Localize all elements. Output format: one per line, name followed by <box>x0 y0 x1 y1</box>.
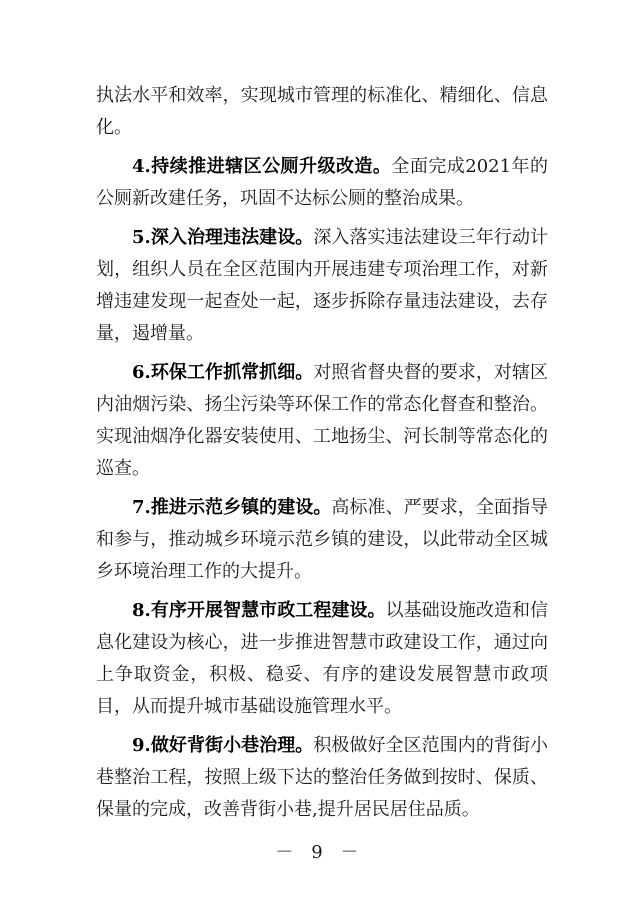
paragraph-text: 积极做好全区范围内的背街小巷整治工程，按照上级下达的整治任务做到按时、保质、保量的完成，改善背街小巷,提升居民居住品质。 <box>96 735 548 820</box>
paragraph-item-6 <box>96 357 548 485</box>
paragraph-continuation <box>96 80 548 144</box>
paragraph-text: 全面完成2021年的公厕新改建任务，巩固不达标公厕的整治成果。 <box>96 156 549 209</box>
paragraph-heading: 4.持续推进辖区公厕升级改造。 <box>132 156 392 177</box>
paragraph-heading: 5.深入治理违法建设。 <box>132 227 314 248</box>
paragraph-heading: 8.有序开展智慧市政工程建设。 <box>132 600 386 621</box>
paragraph-text: 以基础设施改造和信息化建设为核心，进一步推进智慧市政建设工作，通过向上争取资金，积极、稳妥、有序的建设发展智慧市政项目，从而提升城市基础设施管理水平。 <box>96 600 548 717</box>
paragraph-heading: 7.推进示范乡镇的建设。 <box>132 497 332 518</box>
paragraph-text: 对照省督央督的要求，对辖区内油烟污染、扬尘污染等环保工作的常态化督查和整治。实现油烟净化器安装使用、工地扬尘、河长制等常态化的巡查。 <box>96 362 548 479</box>
paragraph-text: 深入落实违法建设三年行动计划，组织人员在全区范围内开展违建专项治理工作，对新增违建发现一起查处一起，逐步拆除存量违法建设，去存量，遏增量。 <box>96 227 548 344</box>
paragraph-text: 高标准、严要求，全面指导和参与，推动城乡环境示范乡镇的建设，以此带动全区城乡环境治理工作的大提升。 <box>96 497 549 582</box>
paragraph-item-7 <box>96 492 548 588</box>
paragraph-item-8 <box>96 595 548 723</box>
paragraph-item-4 <box>96 151 548 215</box>
paragraph-heading: 6.环保工作抓常抓细。 <box>132 362 314 383</box>
document-body <box>96 80 548 833</box>
paragraph-heading: 9.做好背街小巷治理。 <box>132 735 314 756</box>
paragraph-item-5 <box>96 222 548 350</box>
page-number: － 9 － <box>275 842 365 863</box>
paragraph-item-9 <box>96 730 548 826</box>
paragraph-text: 执法水平和效率，实现城市管理的标准化、精细化、信息化。 <box>96 85 548 138</box>
